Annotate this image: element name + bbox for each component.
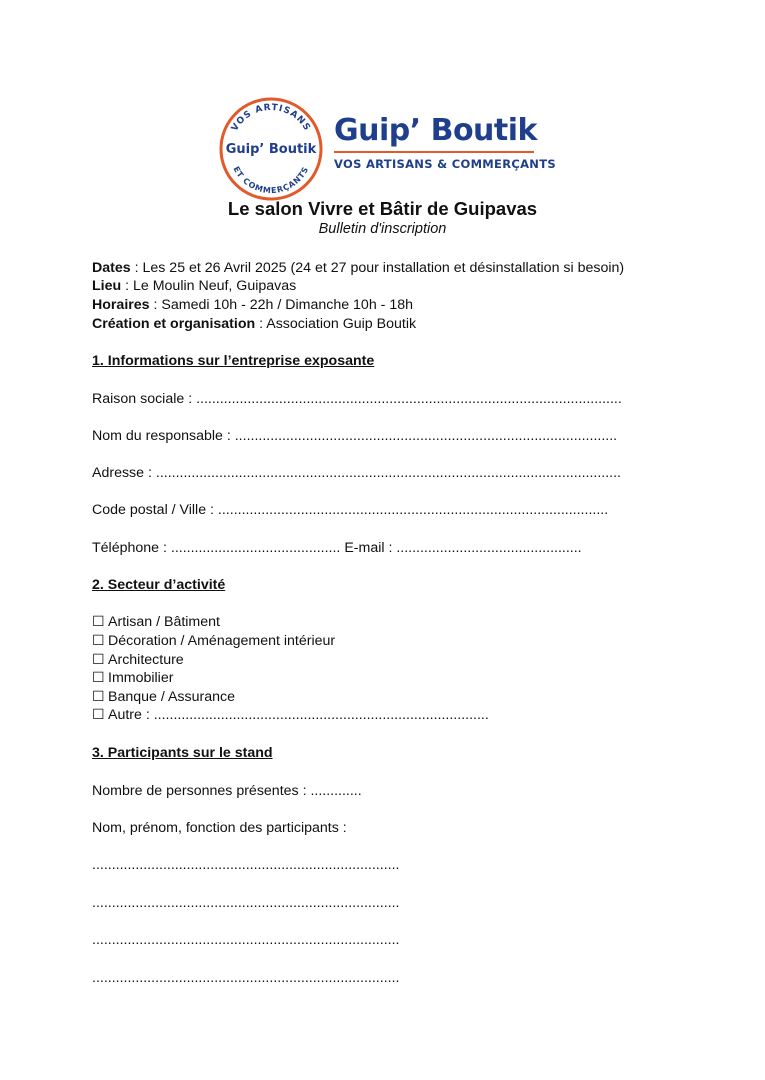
field-nombre-personnes[interactable]: Nombre de personnes présentes : ............. (92, 783, 362, 799)
info-dates (92, 259, 624, 277)
info-lieu (92, 277, 296, 295)
field-code-postal-ville[interactable]: Code postal / Ville : ................................................................................................... (92, 502, 609, 518)
checkbox-icon[interactable]: ☐ (92, 633, 105, 649)
participants-label: Nom, prénom, fonction des participants : (92, 820, 347, 836)
option-label: Décoration / Aménagement intérieur (108, 633, 336, 649)
info-creation-label: Création et organisation (92, 316, 256, 332)
info-lieu-value: : Le Moulin Neuf, Guipavas (121, 278, 297, 294)
option-architecture[interactable] (92, 651, 184, 669)
checkbox-icon[interactable]: ☐ (92, 614, 105, 630)
section2-heading: 2. Secteur d’activité (92, 577, 226, 593)
participant-line[interactable]: .............................................................................. (92, 932, 400, 948)
field-adresse[interactable]: Adresse : ...................................................................................................................... (92, 465, 621, 481)
brand-underline (334, 151, 534, 153)
field-raison-sociale[interactable]: Raison sociale : ............................................................................................................ (92, 391, 622, 407)
badge-bottom-text: ET COMMERÇANTS (231, 165, 311, 196)
checkbox-icon[interactable]: ☐ (92, 689, 105, 705)
option-banque-assurance[interactable] (92, 688, 235, 706)
section1-heading: 1. Informations sur l’entreprise exposante (92, 353, 375, 369)
info-dates-label: Dates (92, 260, 131, 276)
guip-boutik-badge-logo (218, 96, 324, 202)
checkbox-icon[interactable]: ☐ (92, 707, 105, 723)
page-title: Le salon Vivre et Bâtir de Guipavas (227, 198, 538, 219)
info-creation-value: : Association Guip Boutik (255, 316, 417, 332)
option-autre[interactable] (92, 706, 489, 724)
info-horaires-label: Horaires (92, 297, 150, 313)
option-label: Architecture (108, 652, 184, 668)
checkbox-icon[interactable]: ☐ (92, 670, 105, 686)
option-label: Banque / Assurance (108, 689, 235, 705)
section3-heading: 3. Participants sur le stand (92, 745, 273, 761)
option-immobilier[interactable] (92, 669, 173, 687)
page-subtitle: Bulletin d'inscription (318, 221, 447, 237)
info-lieu-label: Lieu (92, 278, 122, 294)
info-dates-value: : Les 25 et 26 Avril 2025 (24 et 27 pour installation et désinstallation si besoin) (130, 260, 625, 276)
participant-line[interactable]: .............................................................................. (92, 895, 400, 911)
brand-name: Guip’ Boutik (334, 113, 537, 148)
badge-top-text: VOS ARTISANS (229, 102, 313, 134)
checkbox-icon[interactable]: ☐ (92, 652, 105, 668)
brand-tagline: VOS ARTISANS & COMMERÇANTS (334, 157, 556, 171)
brand-wordmark (334, 114, 556, 171)
info-creation (92, 315, 416, 333)
option-label: Autre : ..................................................................................... (108, 707, 489, 723)
participant-line[interactable]: .............................................................................. (92, 970, 400, 986)
option-label: Artisan / Bâtiment (108, 614, 220, 630)
participant-line[interactable]: .............................................................................. (92, 857, 400, 873)
info-horaires (92, 296, 413, 314)
field-nom-responsable[interactable]: Nom du responsable : ................................................................................................. (92, 428, 618, 444)
option-artisan-batiment[interactable] (92, 613, 220, 631)
option-label: Immobilier (108, 670, 174, 686)
option-decoration[interactable] (92, 632, 335, 650)
badge-center-text: Guip’ Boutik (225, 142, 317, 157)
field-telephone-email[interactable]: Téléphone : ........................................... E-mail : ............................................... (92, 540, 582, 556)
info-horaires-value: : Samedi 10h - 22h / Dimanche 10h - 18h (149, 297, 413, 313)
